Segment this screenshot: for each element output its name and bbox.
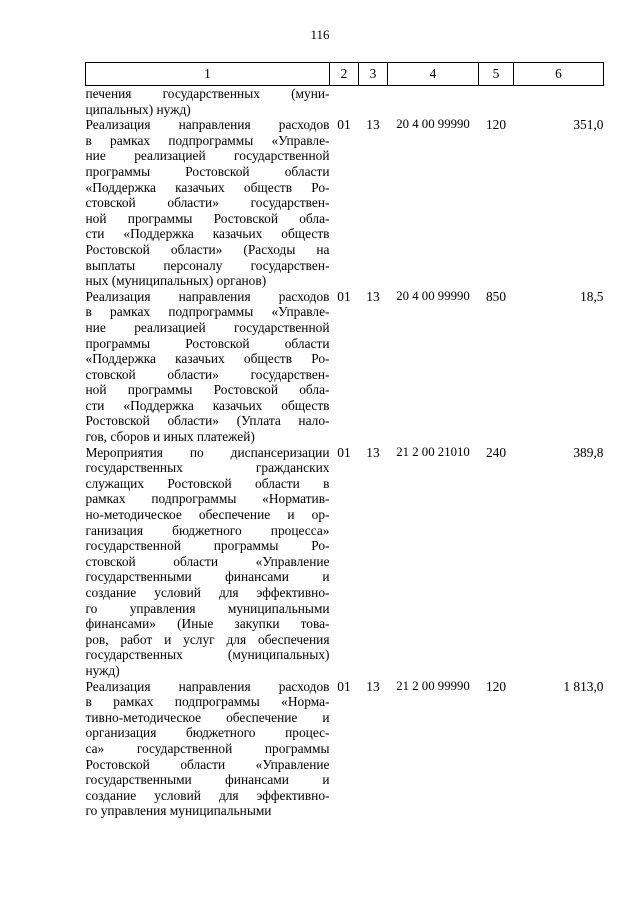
description-line: стовской области» государствен- <box>85 366 330 382</box>
section-code <box>330 86 359 118</box>
expense-type-code: 240 <box>485 444 507 460</box>
table-body <box>86 86 604 819</box>
description-line: Реализация направления расходов <box>85 288 330 304</box>
column-header: 2 <box>330 63 359 86</box>
column-header: 3 <box>359 63 388 86</box>
section-code: 01 <box>337 117 351 133</box>
expense-type-code: 850 <box>485 288 507 304</box>
description-line: стовской области» государствен- <box>85 195 330 211</box>
page-number: 116 <box>310 27 330 42</box>
description-line: Мероприятия по диспансеризации <box>85 444 330 460</box>
description-line: служащих Ростовской области в <box>85 475 330 491</box>
expense-description <box>86 289 330 445</box>
subsection-code: 13 <box>366 288 380 304</box>
amount: 18,5 <box>580 288 604 304</box>
description-line: ганизация бюджетного процесса» <box>85 522 330 538</box>
table-row <box>86 679 604 819</box>
subsection-code: 13 <box>366 678 380 694</box>
description-line: «Поддержка казачьих обществ Ро- <box>85 179 330 195</box>
description-line: ние реализацией государственной <box>85 148 330 164</box>
expense-type-code <box>479 86 514 118</box>
description-line: государственных гражданских <box>85 460 330 476</box>
description-line: сти «Поддержка казачьих обществ <box>85 226 330 242</box>
target-article-code: 21 2 00 99990 <box>396 678 470 693</box>
description-line: организация бюджетного процес- <box>85 725 330 741</box>
description-line: государственными финансами и <box>85 772 330 788</box>
target-article-code: 21 2 00 21010 <box>396 444 470 459</box>
description-line: финансами» (Иные закупки това- <box>85 616 330 632</box>
description-line: выплаты персоналу государствен- <box>85 257 330 273</box>
expense-description <box>86 86 330 118</box>
description-line: программы Ростовской области <box>85 163 330 179</box>
description-line: гов, сборов и иных платежей) <box>85 429 255 445</box>
column-header: 1 <box>86 63 330 86</box>
target-article-code: 20 4 00 99990 <box>396 117 470 132</box>
column-header: 4 <box>388 63 479 86</box>
description-line: ципальных) нужд) <box>85 101 191 117</box>
description-line: рамках подпрограммы «Норматив- <box>85 491 330 507</box>
expense-type-code: 120 <box>485 117 507 133</box>
description-line: государственными финансами и <box>85 569 330 585</box>
description-line: го управления муниципальными <box>85 803 272 819</box>
description-line: «Поддержка казачьих обществ Ро- <box>85 351 330 367</box>
description-line: государственных (муниципальных) <box>85 647 330 663</box>
description-line: са» государственной программы <box>85 740 330 756</box>
description-line: ной программы Ростовской обла- <box>85 210 330 226</box>
amount: 389,8 <box>573 444 604 460</box>
description-line: печения государственных (муни- <box>85 86 330 101</box>
expense-type-code: 120 <box>485 678 507 694</box>
description-line: в рамках подпрограммы «Управле- <box>85 132 330 148</box>
description-line: Ростовской области» (Расходы на <box>85 241 330 257</box>
description-line: Ростовской области «Управление <box>85 756 330 772</box>
column-header: 5 <box>479 63 514 86</box>
expense-description <box>86 117 330 289</box>
description-line: но-методическое обеспечение и ор- <box>85 507 330 523</box>
description-line: ной программы Ростовской обла- <box>85 382 330 398</box>
section-code: 01 <box>337 444 351 460</box>
description-line: создание условий для эффективно- <box>85 585 330 600</box>
subsection-code: 13 <box>366 444 380 460</box>
description-line: государственной программы Ро- <box>85 538 330 554</box>
description-line: тивно-методическое обеспечение и <box>85 709 330 725</box>
description-line: стовской области «Управление <box>85 553 330 569</box>
description-line: ров, работ и услуг для обеспечения <box>85 631 330 647</box>
section-code: 01 <box>337 288 351 304</box>
amount <box>514 86 604 118</box>
target-article-code <box>388 86 479 118</box>
table-header-row <box>86 63 604 86</box>
description-line: Ростовской области» (Уплата нало- <box>85 413 330 429</box>
budget-table <box>85 62 604 819</box>
table-row <box>86 289 604 445</box>
description-line: создание условий для эффективно- <box>85 787 330 803</box>
table-row <box>86 117 604 289</box>
description-line: программы Ростовской области <box>85 335 330 351</box>
description-line: Реализация направления расходов <box>85 117 330 133</box>
description-line: го управления муниципальными <box>85 600 330 616</box>
subsection-code: 13 <box>366 117 380 133</box>
subsection-code <box>359 86 388 118</box>
description-line: сти «Поддержка казачьих обществ <box>85 397 330 413</box>
table-row <box>86 86 604 118</box>
amount: 351,0 <box>573 117 604 133</box>
description-line: в рамках подпрограммы «Управле- <box>85 304 330 320</box>
description-line: в рамках подпрограммы «Норма- <box>85 694 330 710</box>
section-code: 01 <box>337 678 351 694</box>
description-line: ных (муниципальных) органов) <box>85 273 267 289</box>
target-article-code: 20 4 00 99990 <box>396 288 470 303</box>
expense-description <box>86 445 330 679</box>
expense-description <box>86 679 330 819</box>
amount: 1 813,0 <box>563 678 604 694</box>
description-line: нужд) <box>85 662 120 678</box>
table-row <box>86 445 604 679</box>
column-header: 6 <box>514 63 604 86</box>
description-line: ние реализацией государственной <box>85 319 330 335</box>
description-line: Реализация направления расходов <box>85 678 330 694</box>
